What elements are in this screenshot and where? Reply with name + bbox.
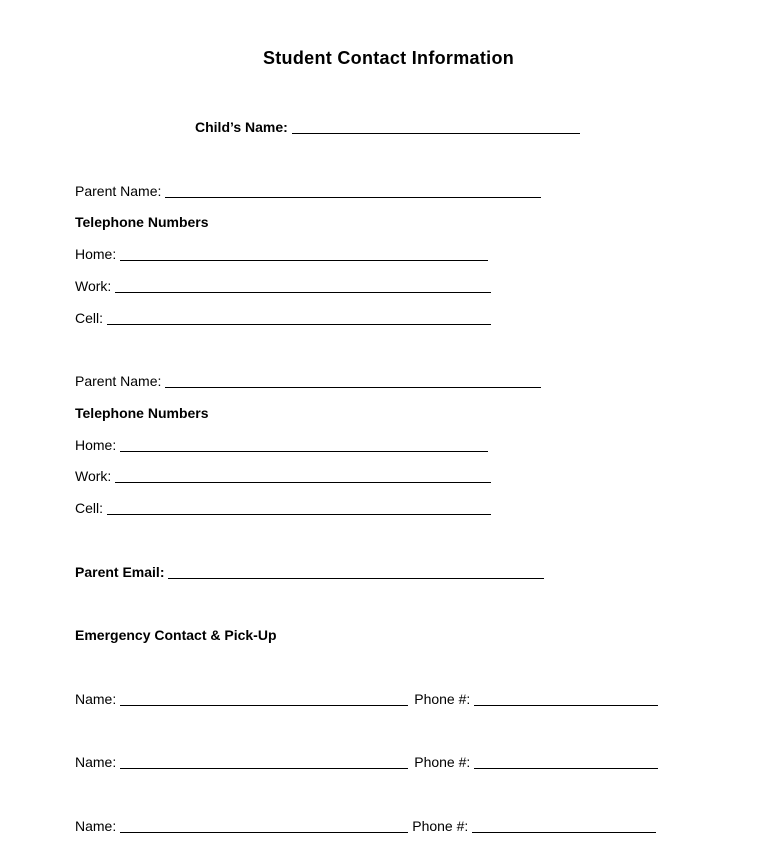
parent-1-work-field[interactable] [115,278,491,293]
child-name-label: Child’s Name: [195,119,288,135]
parent-1-name-label: Parent Name: [75,183,162,199]
parent-1-home-field[interactable] [120,246,488,261]
parent-1-cell-label: Cell: [75,310,104,326]
parent-email-row [75,563,544,581]
parent-email-field[interactable] [168,564,544,579]
parent-2-telephone-heading: Telephone Numbers [75,405,209,421]
parent-1-work-label: Work: [75,278,112,294]
parent-1-telephone-heading: Telephone Numbers [75,214,209,230]
parent-1-home-row [75,245,488,263]
parent-2-cell-field[interactable] [107,500,491,515]
emergency-contact-1-row [75,690,658,708]
emergency-3-name-label: Name: [75,818,117,834]
parent-2-home-label: Home: [75,437,117,453]
emergency-3-name-field[interactable] [120,818,408,833]
parent-2-cell-row [75,499,491,517]
emergency-2-phone-field[interactable] [474,754,658,769]
parent-2-home-row [75,436,488,454]
form-title: Student Contact Information [262,48,515,68]
emergency-1-phone-label: Phone #: [414,691,471,707]
parent-1-cell-field[interactable] [107,310,491,325]
emergency-contact-3-row [75,817,656,835]
emergency-1-name-field[interactable] [120,691,408,706]
parent-2-home-field[interactable] [120,437,488,452]
parent-2-name-label: Parent Name: [75,373,162,389]
emergency-1-name-label: Name: [75,691,117,707]
emergency-2-name-field[interactable] [120,754,408,769]
parent-1-name-row [75,182,541,200]
parent-2-name-row [75,372,541,390]
parent-2-work-field[interactable] [115,468,491,483]
emergency-3-phone-field[interactable] [472,818,656,833]
emergency-heading: Emergency Contact & Pick-Up [75,627,277,643]
parent-1-work-row [75,277,491,295]
emergency-2-phone-label: Phone #: [414,754,471,770]
parent-1-home-label: Home: [75,246,117,262]
parent-2-cell-label: Cell: [75,500,104,516]
emergency-3-phone-label: Phone #: [412,818,469,834]
parent-2-name-field[interactable] [165,373,541,388]
parent-1-cell-row [75,309,491,327]
parent-1-name-field[interactable] [165,183,541,198]
child-name-field[interactable] [292,119,580,134]
parent-email-label: Parent Email: [75,564,165,580]
emergency-2-name-label: Name: [75,754,117,770]
child-name-row [195,118,580,136]
emergency-1-phone-field[interactable] [474,691,658,706]
emergency-contact-2-row [75,753,658,771]
parent-2-work-label: Work: [75,468,112,484]
parent-2-work-row [75,467,491,485]
